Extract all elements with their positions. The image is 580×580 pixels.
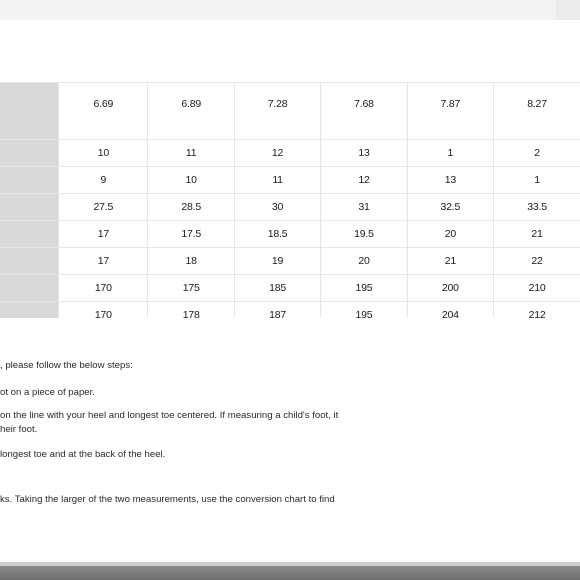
table-cell: 21 <box>407 248 493 275</box>
table-cell: 195 <box>321 302 407 319</box>
row-label-cell <box>0 83 59 140</box>
instruction-step: ot on a piece of paper. <box>0 387 95 398</box>
table-cell: 33.5 <box>494 194 580 221</box>
table-cell: 31 <box>321 194 407 221</box>
row-label-cell <box>0 302 59 319</box>
row-label-cell <box>0 248 59 275</box>
table-cell: 27.5 <box>59 194 148 221</box>
table-cell: 22 <box>494 248 580 275</box>
table-row <box>0 167 580 194</box>
table-cell: 6.69 <box>59 83 148 140</box>
row-label-cell <box>0 140 59 167</box>
table-cell: 185 <box>234 275 320 302</box>
table-cell: 195 <box>321 275 407 302</box>
table-cell: 170 <box>59 302 148 319</box>
table-row <box>0 194 580 221</box>
top-bar-panel <box>0 0 556 20</box>
table-cell: 204 <box>407 302 493 319</box>
table-row <box>0 140 580 167</box>
table-cell: 178 <box>148 302 234 319</box>
instruction-step: on the line with your heel and longest toe centered. If measuring a child's foot, it <box>0 410 339 421</box>
table-cell: 12 <box>321 167 407 194</box>
table-cell: 20 <box>407 221 493 248</box>
table-row <box>0 221 580 248</box>
table-cell: 210 <box>494 275 580 302</box>
table-cell: 7.87 <box>407 83 493 140</box>
size-chart-table <box>0 82 580 318</box>
bottom-edge-bar <box>0 566 580 580</box>
table-cell: 175 <box>148 275 234 302</box>
instruction-step-continued: heir foot. <box>0 424 38 435</box>
table-cell: 10 <box>59 140 148 167</box>
table-cell: 13 <box>407 167 493 194</box>
table-cell: 2 <box>494 140 580 167</box>
table-cell: 30 <box>234 194 320 221</box>
table-cell: 18.5 <box>234 221 320 248</box>
browser-top-bar <box>0 0 580 20</box>
table-cell: 19 <box>234 248 320 275</box>
table-cell: 7.68 <box>321 83 407 140</box>
table-cell: 1 <box>407 140 493 167</box>
table-cell: 17 <box>59 248 148 275</box>
table-row <box>0 302 580 319</box>
table-cell: 32.5 <box>407 194 493 221</box>
table-cell: 20 <box>321 248 407 275</box>
table-cell: 6.89 <box>148 83 234 140</box>
table-cell: 17 <box>59 221 148 248</box>
table-cell: 11 <box>234 167 320 194</box>
table-cell: 8.27 <box>494 83 580 140</box>
size-chart-table-container <box>0 82 580 318</box>
table-header-row <box>0 83 580 140</box>
instruction-intro: , please follow the below steps: <box>0 360 133 371</box>
table-cell: 21 <box>494 221 580 248</box>
table-cell: 170 <box>59 275 148 302</box>
table-row <box>0 248 580 275</box>
instruction-step: ks. Taking the larger of the two measurements, use the conversion chart to find <box>0 494 335 505</box>
table-cell: 12 <box>234 140 320 167</box>
table-cell: 11 <box>148 140 234 167</box>
table-cell: 28.5 <box>148 194 234 221</box>
table-cell: 7.28 <box>234 83 320 140</box>
table-cell: 9 <box>59 167 148 194</box>
table-cell: 200 <box>407 275 493 302</box>
table-cell: 212 <box>494 302 580 319</box>
table-cell: 17.5 <box>148 221 234 248</box>
table-cell: 1 <box>494 167 580 194</box>
table-cell: 10 <box>148 167 234 194</box>
table-row <box>0 275 580 302</box>
table-cell: 19.5 <box>321 221 407 248</box>
table-cell: 18 <box>148 248 234 275</box>
row-label-cell <box>0 167 59 194</box>
instruction-step: longest toe and at the back of the heel. <box>0 449 166 460</box>
row-label-cell <box>0 221 59 248</box>
table-cell: 187 <box>234 302 320 319</box>
table-cell: 13 <box>321 140 407 167</box>
row-label-cell <box>0 194 59 221</box>
row-label-cell <box>0 275 59 302</box>
